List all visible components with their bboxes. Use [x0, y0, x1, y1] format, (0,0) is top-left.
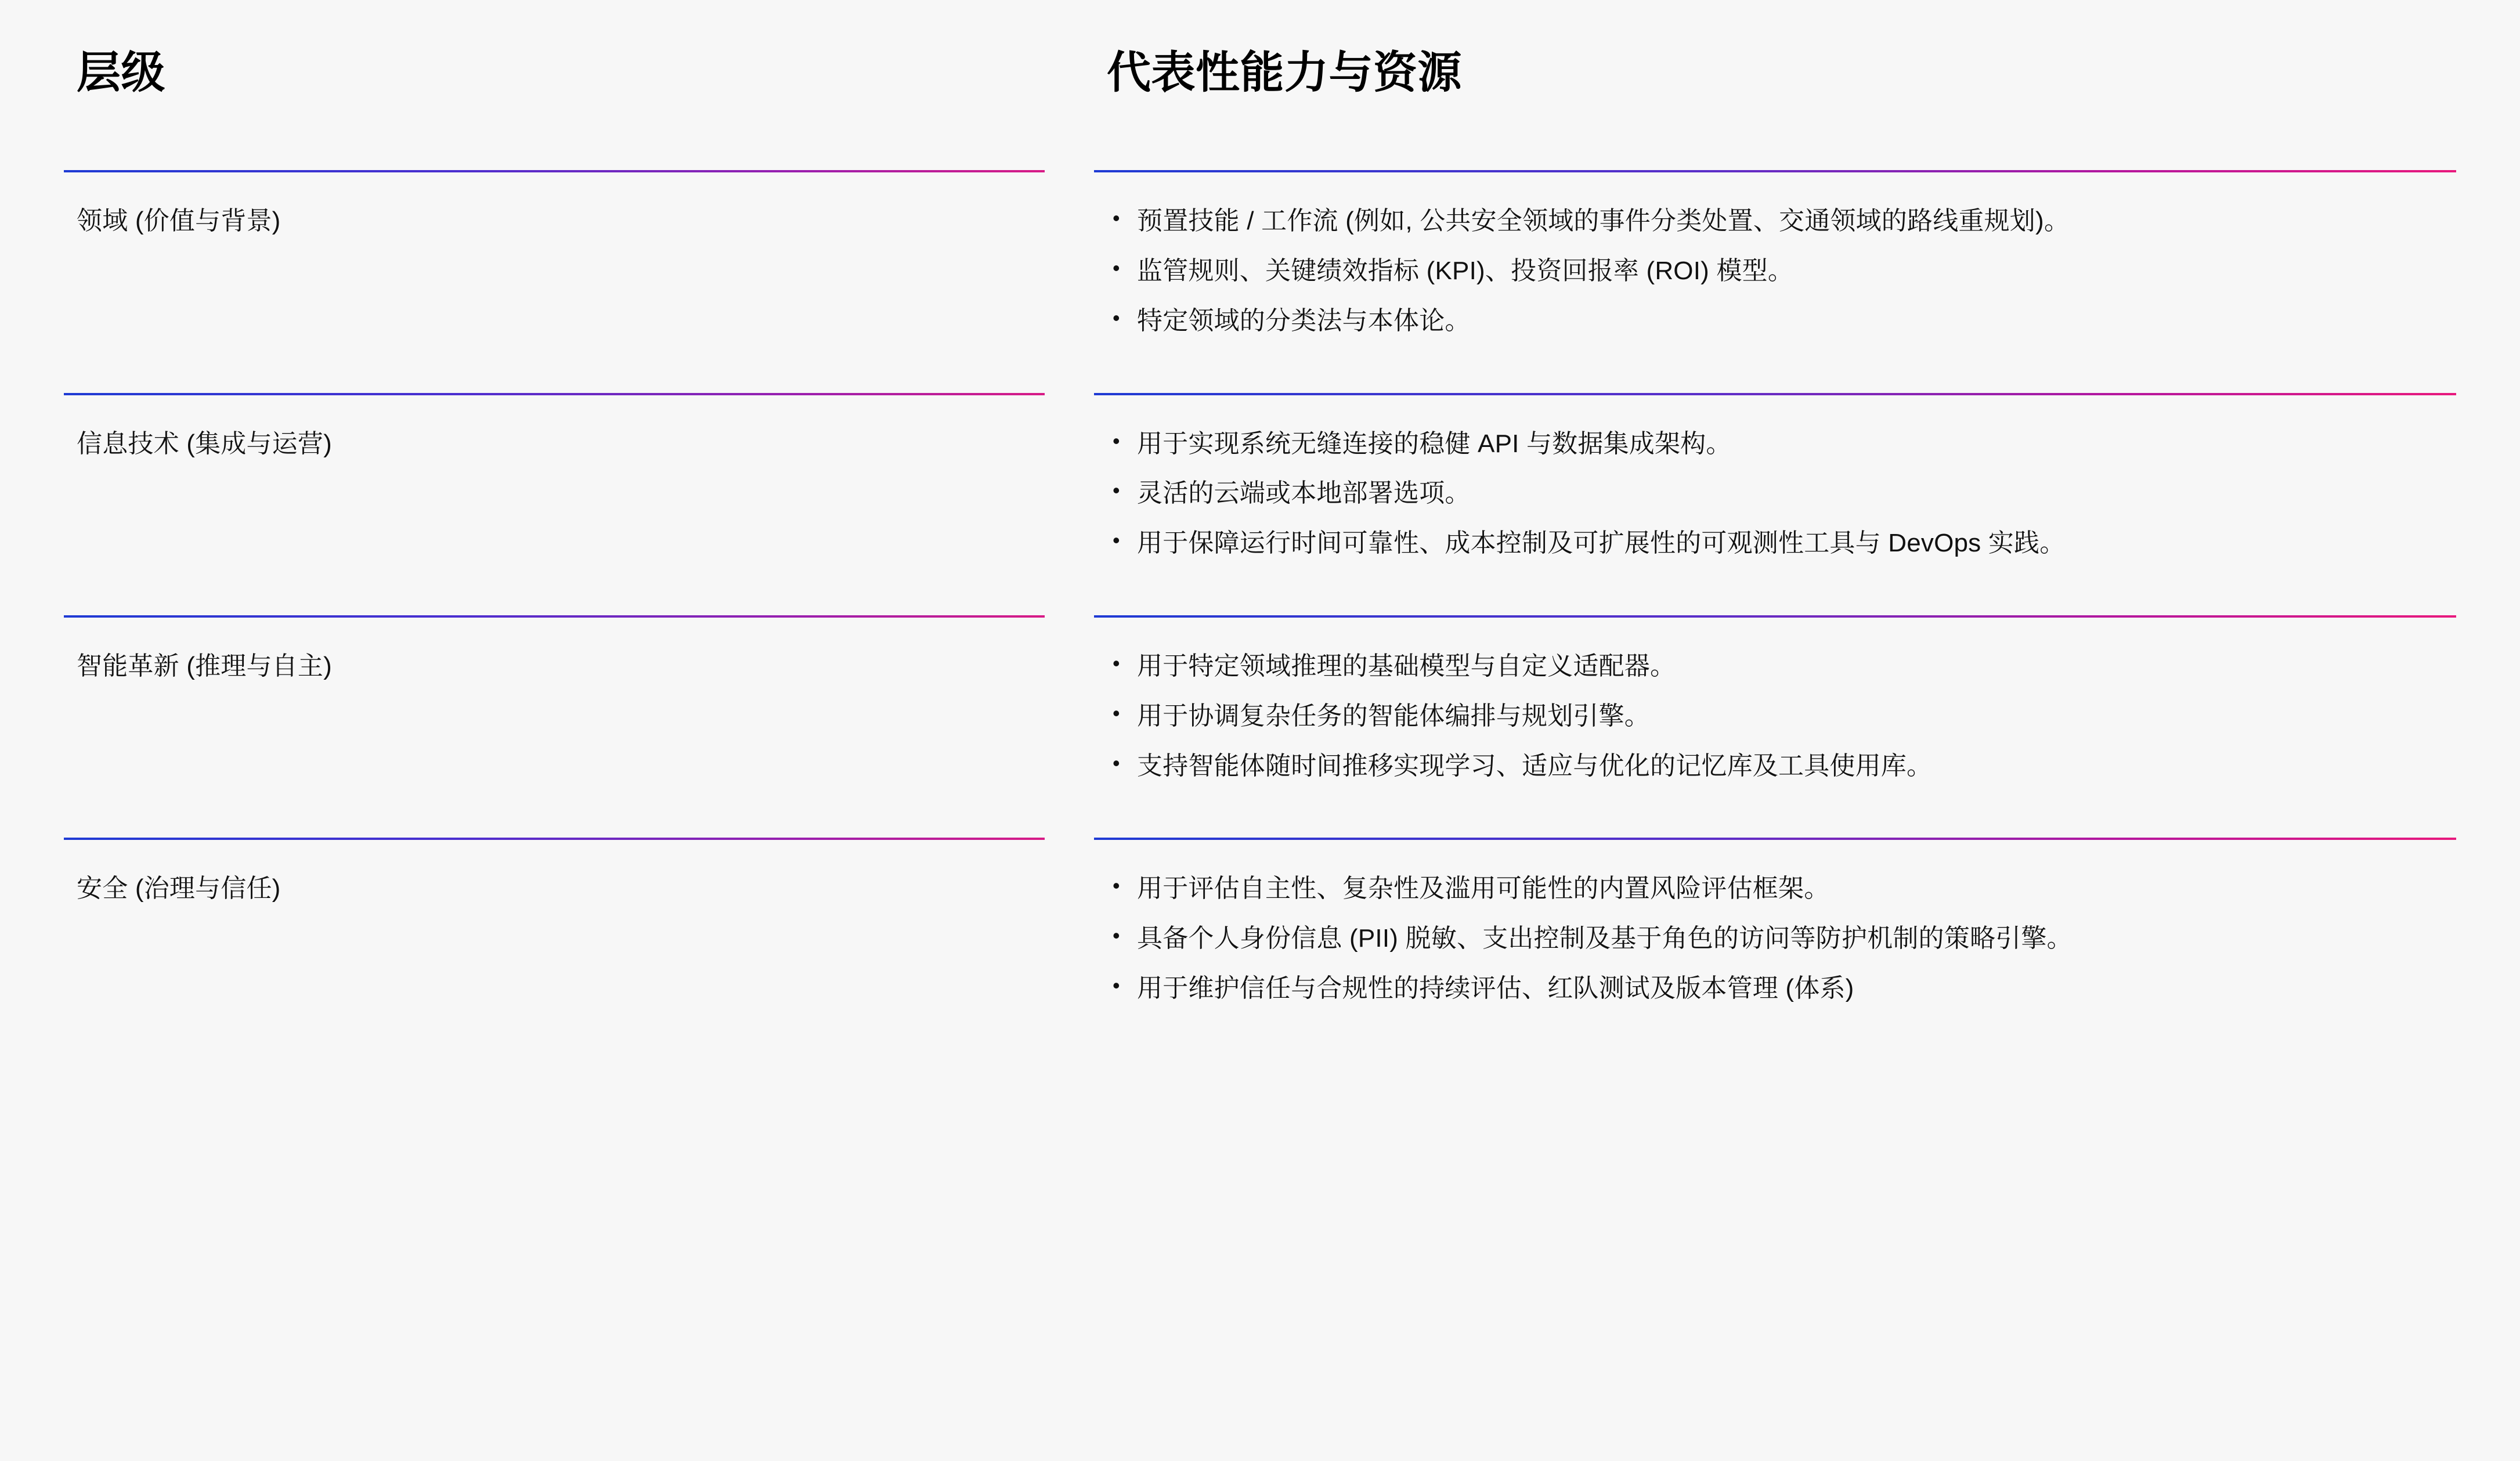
list-item: • 特定领域的分类法与本体论。: [1110, 302, 2456, 340]
list-item: • 用于维护信任与合规性的持续评估、红队测试及版本管理 (体系): [1110, 970, 2456, 1007]
table-row: [64, 393, 2456, 615]
row-capabilities-cell: [1094, 838, 2456, 1060]
header-cell-tier: [64, 46, 1045, 99]
capability-list: [1110, 870, 2456, 1007]
capability-list: [1110, 203, 2456, 339]
table-row: [64, 838, 2456, 1060]
tier-label: 领域 (价值与背景): [77, 207, 281, 236]
table-header: [64, 46, 2456, 99]
row-capabilities-cell: [1094, 393, 2456, 615]
tier-label: 智能革新 (推理与自主): [77, 651, 332, 680]
row-tier-cell: [64, 838, 1045, 961]
list-item: • 用于协调复杂任务的智能体编排与规划引擎。: [1110, 698, 2456, 735]
table-row: [64, 615, 2456, 838]
tier-label: 信息技术 (集成与运营): [77, 429, 332, 458]
row-tier-cell: [64, 615, 1045, 738]
row-tier-cell: [64, 170, 1045, 293]
list-item: • 灵活的云端或本地部署选项。: [1110, 475, 2456, 512]
row-tier-body: [64, 618, 1045, 738]
row-capabilities-body: [1094, 840, 2456, 1060]
capability-list: [1110, 425, 2456, 562]
row-tier-cell: [64, 393, 1045, 516]
row-capabilities-body: [1094, 618, 2456, 838]
list-item: • 具备个人身份信息 (PII) 脱敏、支出控制及基于角色的访问等防护机制的策略引擎。: [1110, 920, 2456, 957]
capability-list: [1110, 648, 2456, 784]
column-title-tier: 层级: [77, 48, 165, 98]
row-tier-body: [64, 395, 1045, 516]
column-title-capabilities: 代表性能力与资源: [1107, 48, 1462, 98]
row-tier-body: [64, 840, 1045, 961]
list-item: • 用于特定领域推理的基础模型与自定义适配器。: [1110, 648, 2456, 685]
table-row: [64, 170, 2456, 392]
list-item: • 用于评估自主性、复杂性及滥用可能性的内置风险评估框架。: [1110, 870, 2456, 907]
list-item: • 支持智能体随时间推移实现学习、适应与优化的记忆库及工具使用库。: [1110, 748, 2456, 785]
tier-label: 安全 (治理与信任): [77, 874, 281, 903]
list-item: • 预置技能 / 工作流 (例如, 公共安全领域的事件分类处置、交通领域的路线重规划)。: [1110, 203, 2456, 240]
row-tier-body: [64, 172, 1045, 293]
list-item: • 用于保障运行时间可靠性、成本控制及可扩展性的可观测性工具与 DevOps 实践。: [1110, 525, 2456, 562]
list-item: • 用于实现系统无缝连接的稳健 API 与数据集成架构。: [1110, 425, 2456, 463]
row-capabilities-cell: [1094, 615, 2456, 838]
row-capabilities-body: [1094, 172, 2456, 392]
table-body: [64, 170, 2456, 1060]
header-cell-capabilities: [1094, 46, 2456, 99]
row-capabilities-cell: [1094, 170, 2456, 392]
row-capabilities-body: [1094, 395, 2456, 615]
list-item: • 监管规则、关键绩效指标 (KPI)、投资回报率 (ROI) 模型。: [1110, 252, 2456, 290]
